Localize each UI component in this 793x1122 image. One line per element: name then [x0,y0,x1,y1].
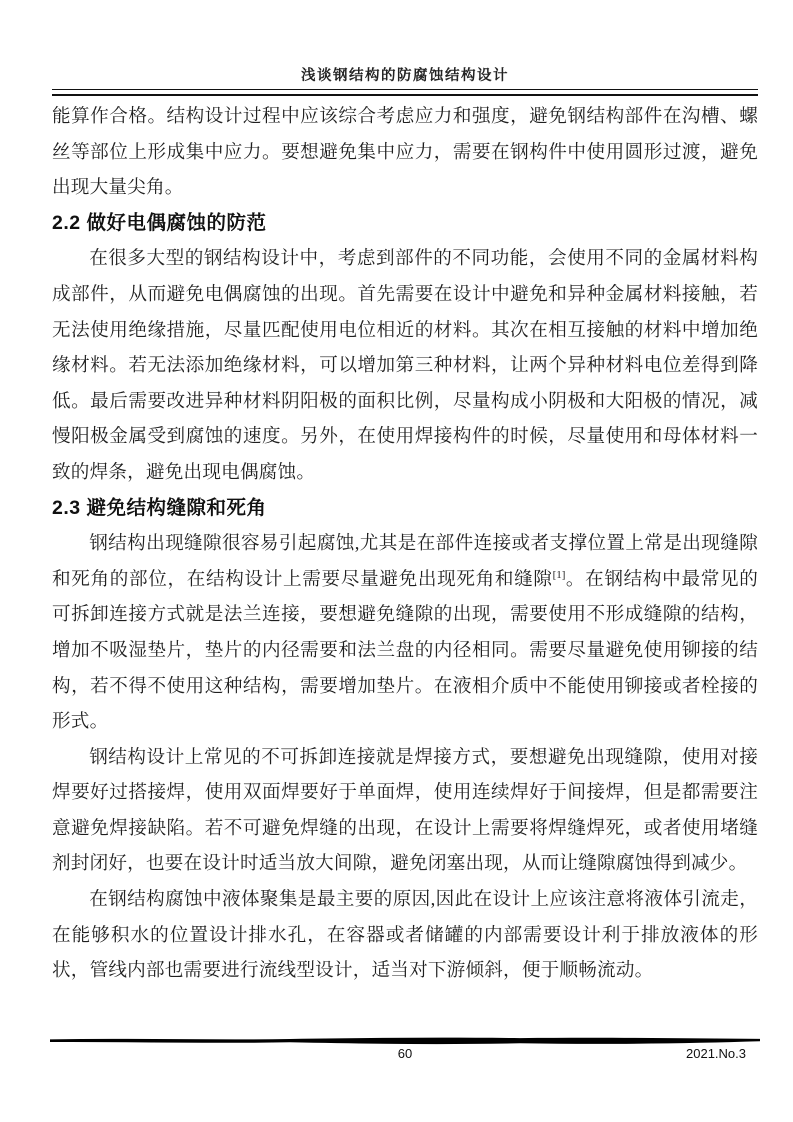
running-header-title: 浅谈钢结构的防腐蚀结构设计 [301,68,509,84]
citation-ref-1: [1] [552,568,566,581]
journal-issue: 2021.No.3 [686,1046,746,1061]
article-body [52,99,758,989]
section-heading-2-2: 2.2 做好电偶腐蚀的防范 [52,211,267,234]
paragraph-continuation: 能算作合格。结构设计过程中应该综合考虑应力和强度，避免钢结构部件在沟槽、螺丝等部位上形成集中应力。要想避免集中应力，需要在钢构件中使用圆形过渡，避免出现大量尖角。 [52,106,758,199]
paragraph-welding: 钢结构设计上常见的不可拆卸连接就是焊接方式，要想避免出现缝隙，使用对接焊要好过搭接焊，使用双面焊要好于单面焊，使用连续焊好于间接焊，但是都需要注意避免焊接缺陷。若不可避免焊缝的出现，在设计上需要将焊缝焊死，或者使用堵缝剂封闭好，也要在设计时适当放大间隙，避免闭塞出现，从而让缝隙腐蚀得到减少。 [52,746,758,875]
paragraph-text-before-citation: 钢结构出现缝隙很容易引起腐蚀,尤其是在部件连接或者支撑位置上常是出现缝隙和死角的部位，在结构设计上需要尽量避免出现死角和缝隙 [52,533,758,590]
footer-rule [50,1037,760,1045]
footer-rule-line [50,1037,760,1045]
running-header [52,64,758,96]
paragraph-text-after-citation: 。在钢结构中最常见的可拆卸连接方式就是法兰连接，要想避免缝隙的出现，需要使用不形成缝隙的结构，增加不吸湿垫片，垫片的内径需要和法兰盘的内径相同。需要尽量避免使用铆接的结构，若不得不使用这种结构，需要增加垫片。在液相介质中不能使用铆接或者栓接的形式。 [52,568,758,733]
section-heading-2-3: 2.3 避免结构缝隙和死角 [52,496,267,519]
paragraph-galvanic-corrosion: 在很多大型的钢结构设计中，考虑到部件的不同功能，会使用不同的金属材料构成部件，从而避免电偶腐蚀的出现。首先需要在设计中避免和异种金属材料接触，若无法使用绝缘措施，尽量匹配使用电位相近的材料。其次在相互接触的材料中增加绝缘材料。若无法添加绝缘材料，可以增加第三种材料，让两个异种材料电位差得到降低。最后需要改进异种材料阴阳极的面积比例，尽量构成小阴极和大阳极的情况，减慢阳极金属受到腐蚀的速度。另外，在使用焊接构件的时候，尽量使用和母体材料一致的焊条，避免出现电偶腐蚀。 [52,248,758,483]
footer [52,1046,758,1064]
header-rule [52,89,758,96]
paragraph-liquid-drainage: 在钢结构腐蚀中液体聚集是最主要的原因,因此在设计上应该注意将液体引流走，在能够积水的位置设计排水孔，在容器或者储罐的内部需要设计利于排放液体的形状，管线内部也需要进行流线型设计，适当对下游倾斜，便于顺畅流动。 [52,889,758,982]
page-number: 60 [397,1046,413,1061]
paragraph-crevice-deadcorner [52,526,758,740]
